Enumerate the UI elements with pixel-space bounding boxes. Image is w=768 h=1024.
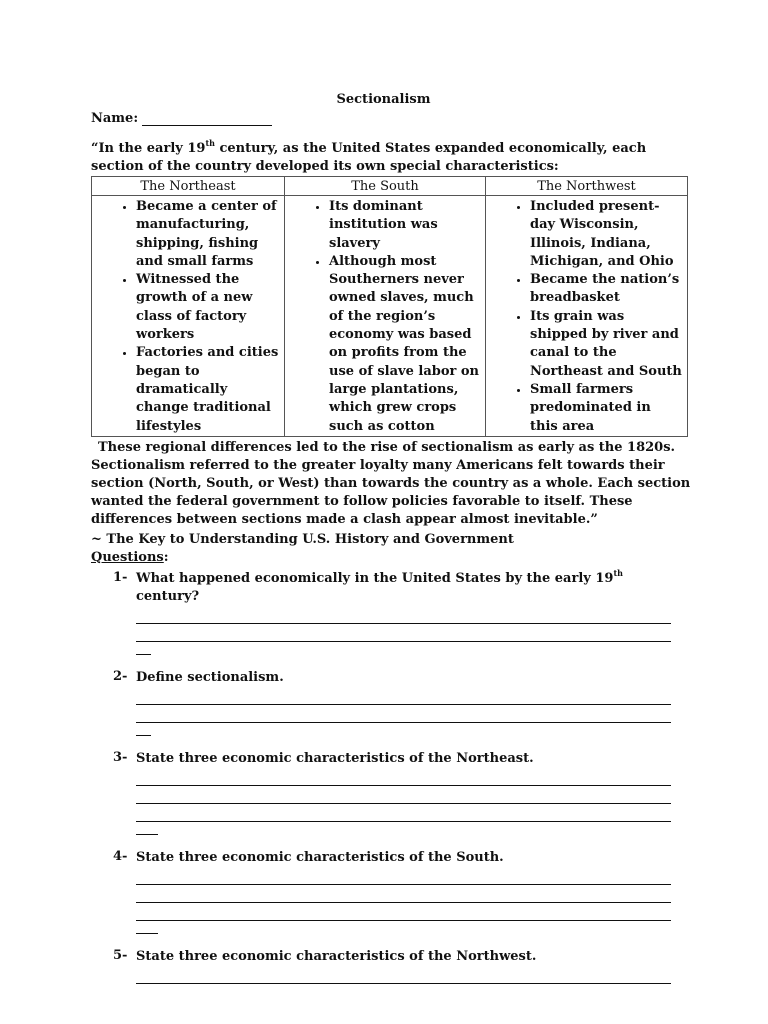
answer-lines[interactable] [136, 867, 687, 934]
question-3 [113, 750, 687, 835]
answer-line[interactable] [136, 624, 671, 642]
question-text [113, 849, 687, 867]
list-item: • Witnessed the growth of a new class of factory workers [136, 271, 280, 344]
question-number: 4- [113, 848, 128, 864]
region-heading: The Northeast [92, 177, 285, 196]
questions-heading-text: Questions [91, 549, 164, 565]
question-1 [113, 567, 687, 655]
question-pre: State three economic characteristics of the Northwest. [136, 948, 537, 964]
question-number: 5- [113, 947, 128, 963]
answer-line[interactable] [136, 885, 671, 903]
name-row [91, 111, 687, 126]
answer-lines[interactable] [136, 606, 687, 655]
list-item: • Small farmers predominated in this area [530, 381, 683, 436]
question-text [113, 567, 687, 606]
answer-line[interactable] [136, 705, 671, 723]
northeast-list [112, 198, 280, 436]
question-number: 1- [113, 569, 128, 585]
list-item: • Factories and cities began to dramatically change traditional lifestyles [136, 344, 280, 435]
answer-line[interactable] [136, 867, 671, 885]
list-item: • Although most Southerners never owned slaves, much of the region’s economy was based on profits from the use of slave labor on large plantations, which grew crops such as cotton [329, 253, 481, 436]
questions-heading-colon: : [163, 549, 169, 565]
answer-line[interactable] [136, 687, 671, 705]
answer-lines[interactable] [136, 687, 687, 736]
answer-line-stub[interactable] [136, 822, 158, 835]
answer-line[interactable] [136, 804, 671, 822]
south-list [305, 198, 481, 436]
northeast-cell [92, 196, 285, 437]
question-text [113, 948, 687, 966]
question-pre: What happened economically in the United States by the early 19 [136, 570, 614, 586]
question-5 [113, 948, 687, 984]
question-post: century? [136, 588, 200, 604]
source-line: ~ The Key to Understanding U.S. History and Government [91, 531, 514, 547]
answer-line-stub[interactable] [136, 642, 151, 655]
answer-line-stub[interactable] [136, 921, 158, 934]
question-4 [113, 849, 687, 934]
intro-pre: “In the early 19 [91, 141, 206, 156]
answer-lines[interactable] [136, 768, 687, 835]
after-paragraph [91, 439, 691, 529]
list-item: • Included present-day Wisconsin, Illinois, Indiana, Michigan, and Ohio [530, 198, 683, 271]
question-sup: th [613, 567, 623, 578]
answer-line[interactable] [136, 768, 671, 786]
worksheet-page [91, 92, 691, 984]
questions-heading [91, 549, 687, 567]
list-item: • Became the nation’s breadbasket [530, 271, 683, 308]
question-text [113, 750, 687, 768]
northwest-cell [486, 196, 688, 437]
answer-line[interactable] [136, 966, 671, 984]
question-pre: State three economic characteristics of the South. [136, 849, 504, 865]
intro-quote [91, 140, 681, 176]
list-item: • Its dominant institution was slavery [329, 198, 481, 253]
region-heading: The South [285, 177, 486, 196]
after-text: These regional differences led to the rise of sectionalism as early as the 1820s. Sectionalism referred to the greater loyalty many Americans felt towards their section (North, South, or West) than towards the country as a whole. Each section wanted the federal government to follow policies favorable to itself. These differences between sections made a clash appear almost inevitable.” [91, 439, 691, 527]
page-title: Sectionalism [336, 92, 431, 107]
name-label: Name: [91, 111, 139, 126]
answer-line[interactable] [136, 786, 671, 804]
answer-lines[interactable] [136, 966, 687, 984]
question-text [113, 669, 687, 687]
name-field[interactable] [142, 111, 272, 126]
question-number: 3- [113, 749, 128, 765]
regions-table [91, 176, 688, 437]
question-number: 2- [113, 668, 128, 684]
answer-line-stub[interactable] [136, 723, 151, 736]
list-item: • Its grain was shipped by river and canal to the Northeast and South [530, 308, 683, 381]
list-item: • Became a center of manufacturing, shipping, fishing and small farms [136, 198, 280, 271]
question-pre: Define sectionalism. [136, 669, 284, 685]
region-heading: The Northwest [486, 177, 688, 196]
intro-post: century, as the United States expanded economically, each section of the country developed its own special characteristics: [91, 141, 647, 174]
question-pre: State three economic characteristics of the Northeast. [136, 750, 534, 766]
answer-line[interactable] [136, 606, 671, 624]
intro-sup: th [205, 138, 215, 148]
regions-header-row [92, 177, 688, 196]
south-cell [285, 196, 486, 437]
answer-line[interactable] [136, 903, 671, 921]
regions-body-row [92, 196, 688, 437]
question-2 [113, 669, 687, 736]
northwest-list [506, 198, 683, 436]
